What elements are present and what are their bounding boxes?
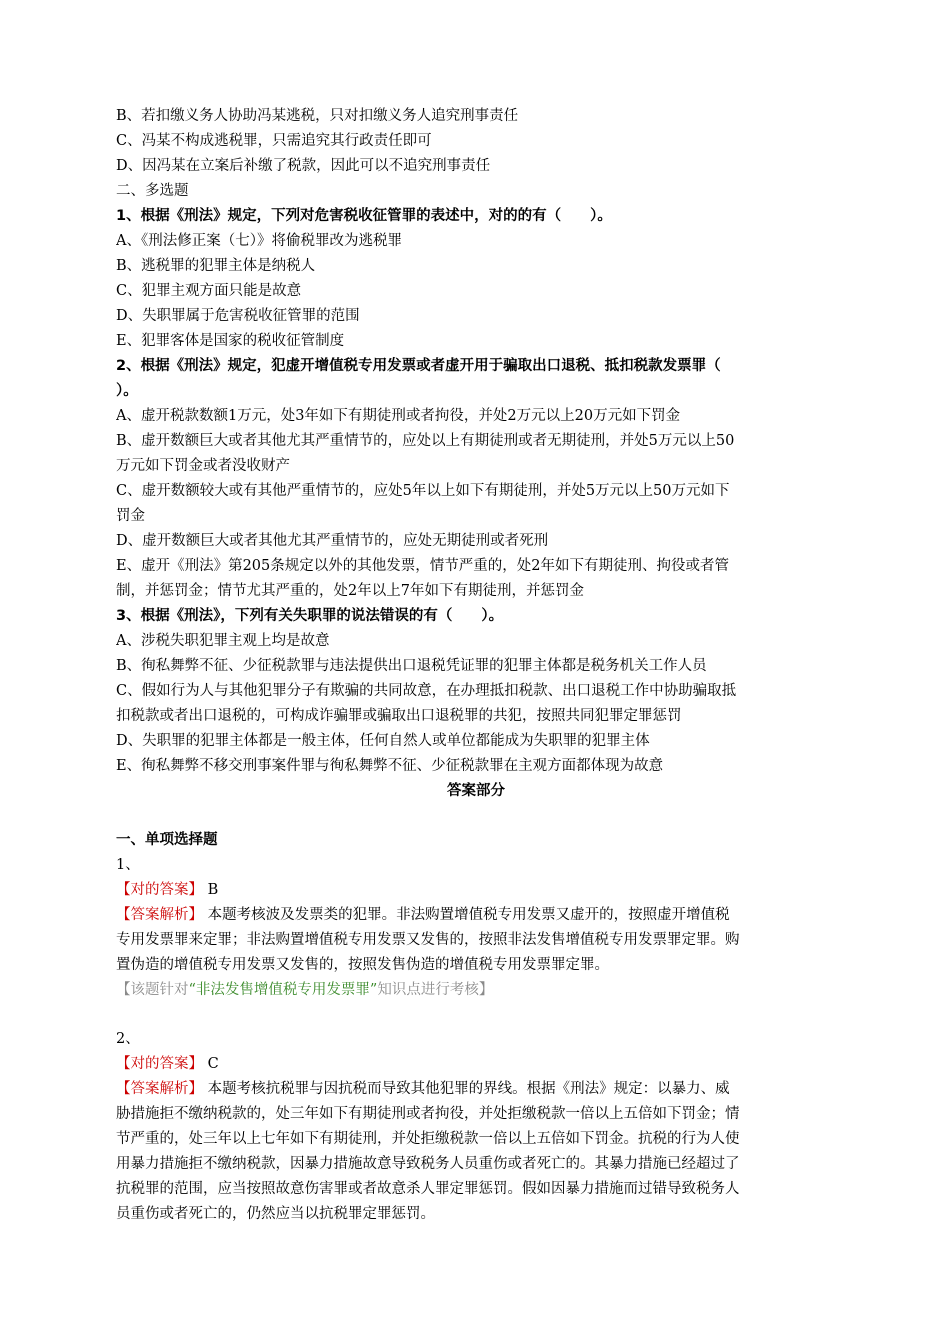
question-3-option-e: E、徇私舞弊不移交刑事案件罪与徇私舞弊不征、少征税款罪在主观方面都体现为故意 bbox=[116, 758, 664, 774]
option-line: D、因冯某在立案后补缴了税款，因此可以不追究刑事责任 bbox=[116, 158, 491, 174]
question-3-option-a: A、涉税失职犯罪主观上均是故意 bbox=[116, 633, 330, 649]
answer-2-correct bbox=[116, 1052, 836, 1077]
answer-2-analysis-cont: 抗税罪的范围，应当按照故意伤害罪或者故意杀人罪定罪惩罚。假如因暴力措施而过错导致税务人 bbox=[116, 1181, 740, 1197]
section-heading-multiple-choice: 二、多选题 bbox=[116, 183, 189, 199]
answer-1-correct bbox=[116, 878, 836, 903]
question-2-title-cont: ）。 bbox=[116, 383, 138, 399]
answer-1-analysis-cont: 置伪造的增值税专用发票又发售的，按照发售伪造的增值税专用发票罪定罪。 bbox=[116, 957, 609, 973]
option-line: C、冯某不构成逃税罪，只需追究其行政责任即可 bbox=[116, 133, 432, 149]
correct-answer-value: B bbox=[203, 882, 219, 898]
question-3-option-b: B、徇私舞弊不征、少征税款罪与违法提供出口退税凭证罪的犯罪主体都是税务机关工作人员 bbox=[116, 658, 707, 674]
spacer bbox=[116, 804, 836, 828]
answer-1-analysis bbox=[116, 903, 836, 928]
question-2-option-c: C、虚开数额较大或有其他严重情节的，应处5年以上如下有期徒刑，并处5万元以上50万元如下 bbox=[116, 483, 730, 499]
correct-answer-label: 【对的答案】 bbox=[116, 882, 203, 898]
answer-2-analysis-cont: 用暴力措施拒不缴纳税款，因暴力措施故意导致税务人员重伤或者死亡的。其暴力措施已经超过了 bbox=[116, 1156, 740, 1172]
option-line: B、若扣缴义务人协助冯某逃税，只对扣缴义务人追究刑事责任 bbox=[116, 108, 519, 124]
question-1-option-b: B、逃税罪的犯罪主体是纳税人 bbox=[116, 258, 316, 274]
answer-2-analysis bbox=[116, 1077, 836, 1102]
question-2-option-b-cont: 万元如下罚金或者没收财产 bbox=[116, 458, 290, 474]
answer-2-number: 2、 bbox=[116, 1031, 140, 1047]
question-3-option-d: D、失职罪的犯罪主体都是一般主体，任何自然人或单位都能成为失职罪的犯罪主体 bbox=[116, 733, 650, 749]
question-3-option-c-cont: 扣税款或者出口退税的，可构成诈骗罪或骗取出口退税罪的共犯，按照共同犯罪定罪惩罚 bbox=[116, 708, 682, 724]
answer-2-analysis-cont: 节严重的，处三年以上七年如下有期徒刑，并处拒缴税款一倍以上五倍如下罚金。抗税的行为人使 bbox=[116, 1131, 740, 1147]
answer-analysis-label: 【答案解析】 bbox=[116, 1081, 203, 1097]
question-2-title: 2、根据《刑法》规定，犯虚开增值税专用发票或者虚开用于骗取出口退税、抵扣税款发票罪（ bbox=[116, 358, 721, 374]
question-2-option-a: A、虚开税款数额1万元，处3年如下有期徒刑或者拘役，并处2万元以上20万元如下罚金 bbox=[116, 408, 681, 424]
question-1-option-e: E、犯罪客体是国家的税收征管制度 bbox=[116, 333, 345, 349]
question-2-option-b: B、虚开数额巨大或者其他尤其严重情节的，应处以上有期徒刑或者无期徒刑，并处5万元以上50 bbox=[116, 433, 735, 449]
question-2-option-c-cont: 罚金 bbox=[116, 508, 145, 524]
analysis-text: 本题考核抗税罪与因抗税而导致其他犯罪的界线。根据《刑法》规定：以暴力、威 bbox=[203, 1081, 730, 1097]
question-2-option-e-cont: 制，并惩罚金；情节尤其严重的，处2年以上7年如下有期徒刑，并惩罚金 bbox=[116, 583, 584, 599]
question-1-title: 1、根据《刑法》规定，下列对危害税收征管罪的表述中，对的的有（ ）。 bbox=[116, 208, 612, 224]
note-prefix: 【该题针对 bbox=[116, 982, 189, 998]
question-1-option-d: D、失职罪属于危害税收征管罪的范围 bbox=[116, 308, 360, 324]
question-2-option-d: D、虚开数额巨大或者其他尤其严重情节的，应处无期徒刑或者死刑 bbox=[116, 533, 549, 549]
answer-2-analysis-cont: 胁措施拒不缴纳税款的，处三年如下有期徒刑或者拘役，并处拒缴税款一倍以上五倍如下罚金；情 bbox=[116, 1106, 740, 1122]
answer-analysis-label: 【答案解析】 bbox=[116, 907, 203, 923]
note-suffix: 知识点进行考核】 bbox=[377, 982, 494, 998]
note-topic: “非法发售增值税专用发票罪” bbox=[188, 982, 378, 998]
answer-1-number: 1、 bbox=[116, 857, 140, 873]
document-page bbox=[116, 104, 836, 1227]
spacer bbox=[116, 1003, 836, 1027]
question-3-title: 3、根据《刑法》，下列有关失职罪的说法错误的有（ ）。 bbox=[116, 608, 504, 624]
analysis-text: 本题考核波及发票类的犯罪。非法购置增值税专用发票又虚开的，按照虚开增值税 bbox=[203, 907, 730, 923]
question-2-option-e: E、虚开《刑法》第205条规定以外的其他发票，情节严重的，处2年如下有期徒刑、拘役或者管 bbox=[116, 558, 729, 574]
answer-2-analysis-cont: 员重伤或者死亡的，仍然应当以抗税罪定罪惩罚。 bbox=[116, 1206, 435, 1222]
answer-1-analysis-cont: 专用发票罪来定罪；非法购置增值税专用发票又发售的，按照非法发售增值税专用发票罪定罪。购 bbox=[116, 932, 740, 948]
question-1-option-a: A、《刑法修正案（七）》将偷税罪改为逃税罪 bbox=[116, 233, 402, 249]
correct-answer-label: 【对的答案】 bbox=[116, 1056, 203, 1072]
question-1-option-c: C、犯罪主观方面只能是故意 bbox=[116, 283, 302, 299]
correct-answer-value: C bbox=[203, 1056, 219, 1072]
answers-heading: 答案部分 bbox=[447, 783, 505, 799]
answer-1-note bbox=[116, 978, 836, 1003]
answers-section-heading: 一、单项选择题 bbox=[116, 832, 218, 848]
question-3-option-c: C、假如行为人与其他犯罪分子有欺骗的共同故意，在办理抵扣税款、出口退税工作中协助骗取抵 bbox=[116, 683, 737, 699]
